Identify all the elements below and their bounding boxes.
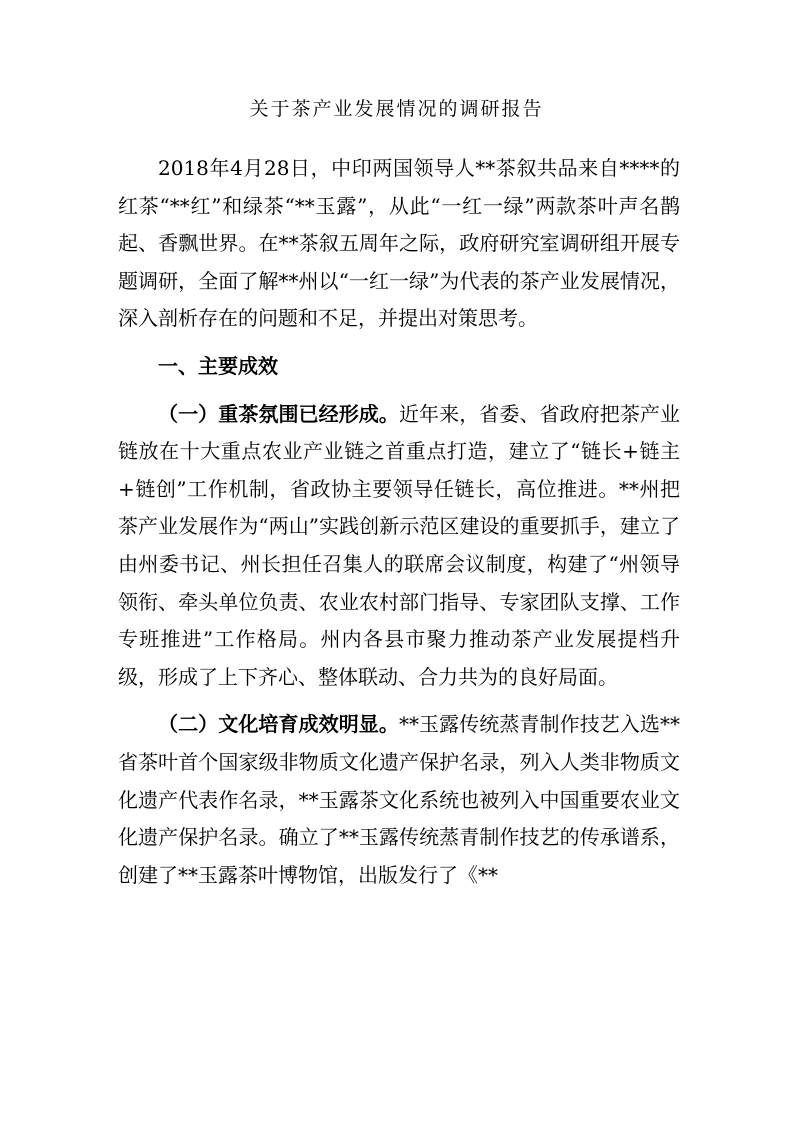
paragraph-2-lead: （二）文化培育成效明显。: [158, 712, 399, 737]
paragraph-2-text: **玉露传统蒸青制作技艺入选**省茶叶首个国家级非物质文化遗产保护名录，列入人类非物质文化遗产代表作名录，**玉露茶文化系统也被列入中国重要农业文化遗产保护名录。确立了**玉露传统蒸青制作技艺的传承谱系，创建了**玉露茶叶博物馆，出版发行了《**: [118, 712, 681, 887]
paragraph-1-text: 近年来，省委、省政府把茶产业链放在十大重点农业产业链之首重点打造，建立了“链长+链主+链创”工作机制，省政协主要领导任链长，高位推进。**州把茶产业发展作为“两山”实践创新示范区建设的重要抓手，建立了由州委书记、州长担任召集人的联席会议制度，构建了“州领导领衔、牵头单位负责、农业农村部门指导、专家团队支撑、工作专班推进”工作格局。州内各县市聚力推动茶产业发展提档升级，形成了上下齐心、整体联动、合力共为的良好局面。: [118, 401, 681, 689]
section-heading: 一、主要成效: [158, 353, 278, 378]
intro-paragraph: 2018年4月28日，中印两国领导人**茶叙共品来自****的红茶“**红”和绿茶“**玉露”，从此“一红一绿”两款茶叶声名鹊起、香飘世界。在**茶叙五周年之际，政府研究室调研组开展专题调研，全面了解**州以“一红一绿”为代表的茶产业发展情况，深入剖析存在的问题和不足，并提出对策思考。: [118, 156, 680, 331]
document-body: [118, 150, 680, 894]
paragraph-1: [118, 396, 680, 697]
document-title: 关于茶产业发展情况的调研报告: [249, 98, 544, 120]
paragraph-1-lead: （一）重茶氛围已经形成。: [158, 401, 399, 426]
paragraph-2: [118, 706, 680, 894]
